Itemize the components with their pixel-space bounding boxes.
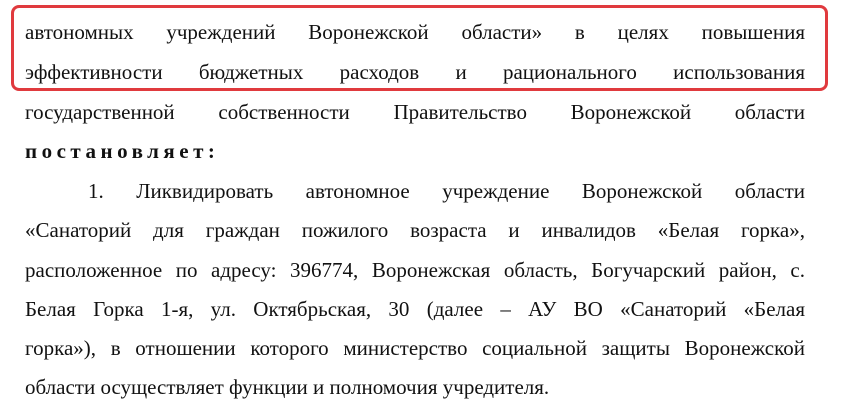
text-line-1: автономных учреждений Воронежской области» в целях повышения: [25, 20, 805, 44]
paragraph-1-line-1: 1. Ликвидировать автономное учреждение Воронежской области: [88, 179, 805, 203]
paragraph-1-line-5: горка»), в отношении которого министерство социальной защиты Воронежской: [25, 336, 805, 360]
resolution-keyword: постановляет:: [25, 139, 220, 163]
paragraph-1-line-3: расположенное по адресу: 396774, Воронежская область, Богучарский район, с.: [25, 258, 805, 282]
paragraph-1-line-2: «Санаторий для граждан пожилого возраста и инвалидов «Белая горка»,: [25, 218, 805, 242]
paragraph-1-line-6: области осуществляет функции и полномочия учредителя.: [25, 375, 550, 399]
paragraph-1-line-4: Белая Горка 1-я, ул. Октябрьская, 30 (далее – АУ ВО «Санаторий «Белая: [25, 297, 805, 321]
text-line-3: государственной собственности Правительство Воронежской области: [25, 100, 805, 124]
text-line-2: эффективности бюджетных расходов и рационального использования: [25, 60, 805, 84]
